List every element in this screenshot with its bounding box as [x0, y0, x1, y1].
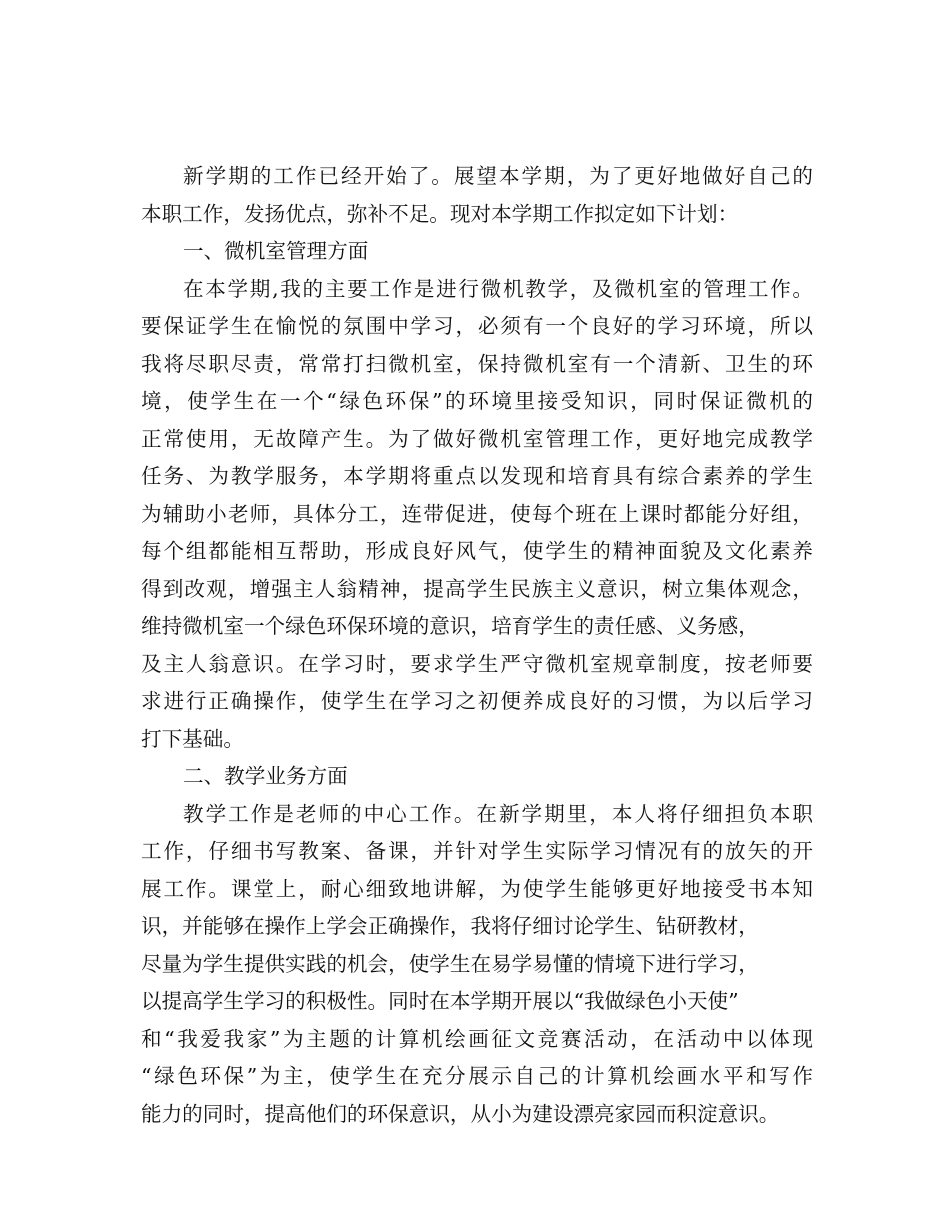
paragraph-lab-line-7: 为辅助小老师，具体分工，连带促进，使每个班在上课时都能分好组， [141, 501, 813, 526]
paragraph-lab-line-2: 要保证学生在愉悦的氛围中学习，必须有一个良好的学习环境，所以 [141, 314, 813, 338]
paragraph-lab-line-9: 得到改观，增强主人翁精神，提高学生民族主义意识，树立集体观念， [141, 576, 813, 601]
section-heading-lab-management: 一、微机室管理方面 [183, 239, 369, 263]
paragraph-teaching-line-9: 能力的同时，提高他们的环保意识，从小为建设漂亮家园而积淀意识。 [141, 1101, 780, 1126]
paragraph-teaching-line-5: 尽量为学生提供实践的机会，使学生在易学易懂的情境下进行学习， [141, 951, 759, 976]
paragraph-teaching-line-4: 识，并能够在操作上学会正确操作，我将仔细讨论学生、钻研教材， [141, 914, 759, 938]
paragraph-teaching-line-2: 工作，仔细书写教案、备课，并针对学生实际学习情况有的放矢的开 [141, 839, 813, 863]
paragraph-lab-line-10: 维持微机室一个绿色环保环境的意识，培育学生的责任感、义务感， [141, 614, 759, 638]
paragraph-lab-line-8: 每个组都能相互帮助，形成良好风气，使学生的精神面貌及文化素养 [141, 539, 813, 563]
paragraph-lab-line-13: 打下基础。 [141, 726, 244, 751]
paragraph-lab-line-1: 在本学期,我的主要工作是进行微机教学，及微机室的管理工作。 [183, 276, 813, 301]
paragraph-teaching-line-3: 展工作。课堂上，耐心细致地讲解，为使学生能够更好地接受书本知 [141, 876, 813, 901]
paragraph-lab-line-11: 及主人翁意识。在学习时，要求学生严守微机室规章制度，按老师要 [141, 651, 813, 676]
paragraph-lab-line-5: 正常使用，无故障产生。为了做好微机室管理工作，更好地完成教学 [141, 426, 813, 451]
paragraph-teaching-line-7: 和“我爱我家”为主题的计算机绘画征文竞赛活动，在活动中以体现 [141, 1026, 813, 1051]
paragraph-teaching-line-1: 教学工作是老师的中心工作。在新学期里，本人将仔细担负本职 [183, 801, 813, 826]
paragraph-teaching-line-6: 以提高学生学习的积极性。同时在本学期开展以“我做绿色小天使” [141, 989, 739, 1013]
paragraph-lab-line-4: 境，使学生在一个“绿色环保”的环境里接受知识，同时保证微机的 [141, 389, 813, 413]
paragraph-lab-line-12: 求进行正确操作，使学生在学习之初便养成良好的习惯，为以后学习 [141, 689, 813, 713]
paragraph-teaching-line-8: “绿色环保”为主，使学生在充分展示自己的计算机绘画水平和写作 [141, 1064, 813, 1088]
paragraph-intro-line-2: 本职工作，发扬优点，弥补不足。现对本学期工作拟定如下计划： [141, 201, 739, 226]
document-body [141, 158, 813, 1133]
paragraph-lab-line-3: 我将尽职尽责，常常打扫微机室，保持微机室有一个清新、卫生的环 [141, 351, 813, 376]
paragraph-intro-line-1: 新学期的工作已经开始了。展望本学期，为了更好地做好自己的 [183, 164, 813, 188]
section-heading-teaching: 二、教学业务方面 [183, 764, 348, 788]
paragraph-lab-line-6: 任务、为教学服务，本学期将重点以发现和培育具有综合素养的学生 [141, 464, 813, 488]
